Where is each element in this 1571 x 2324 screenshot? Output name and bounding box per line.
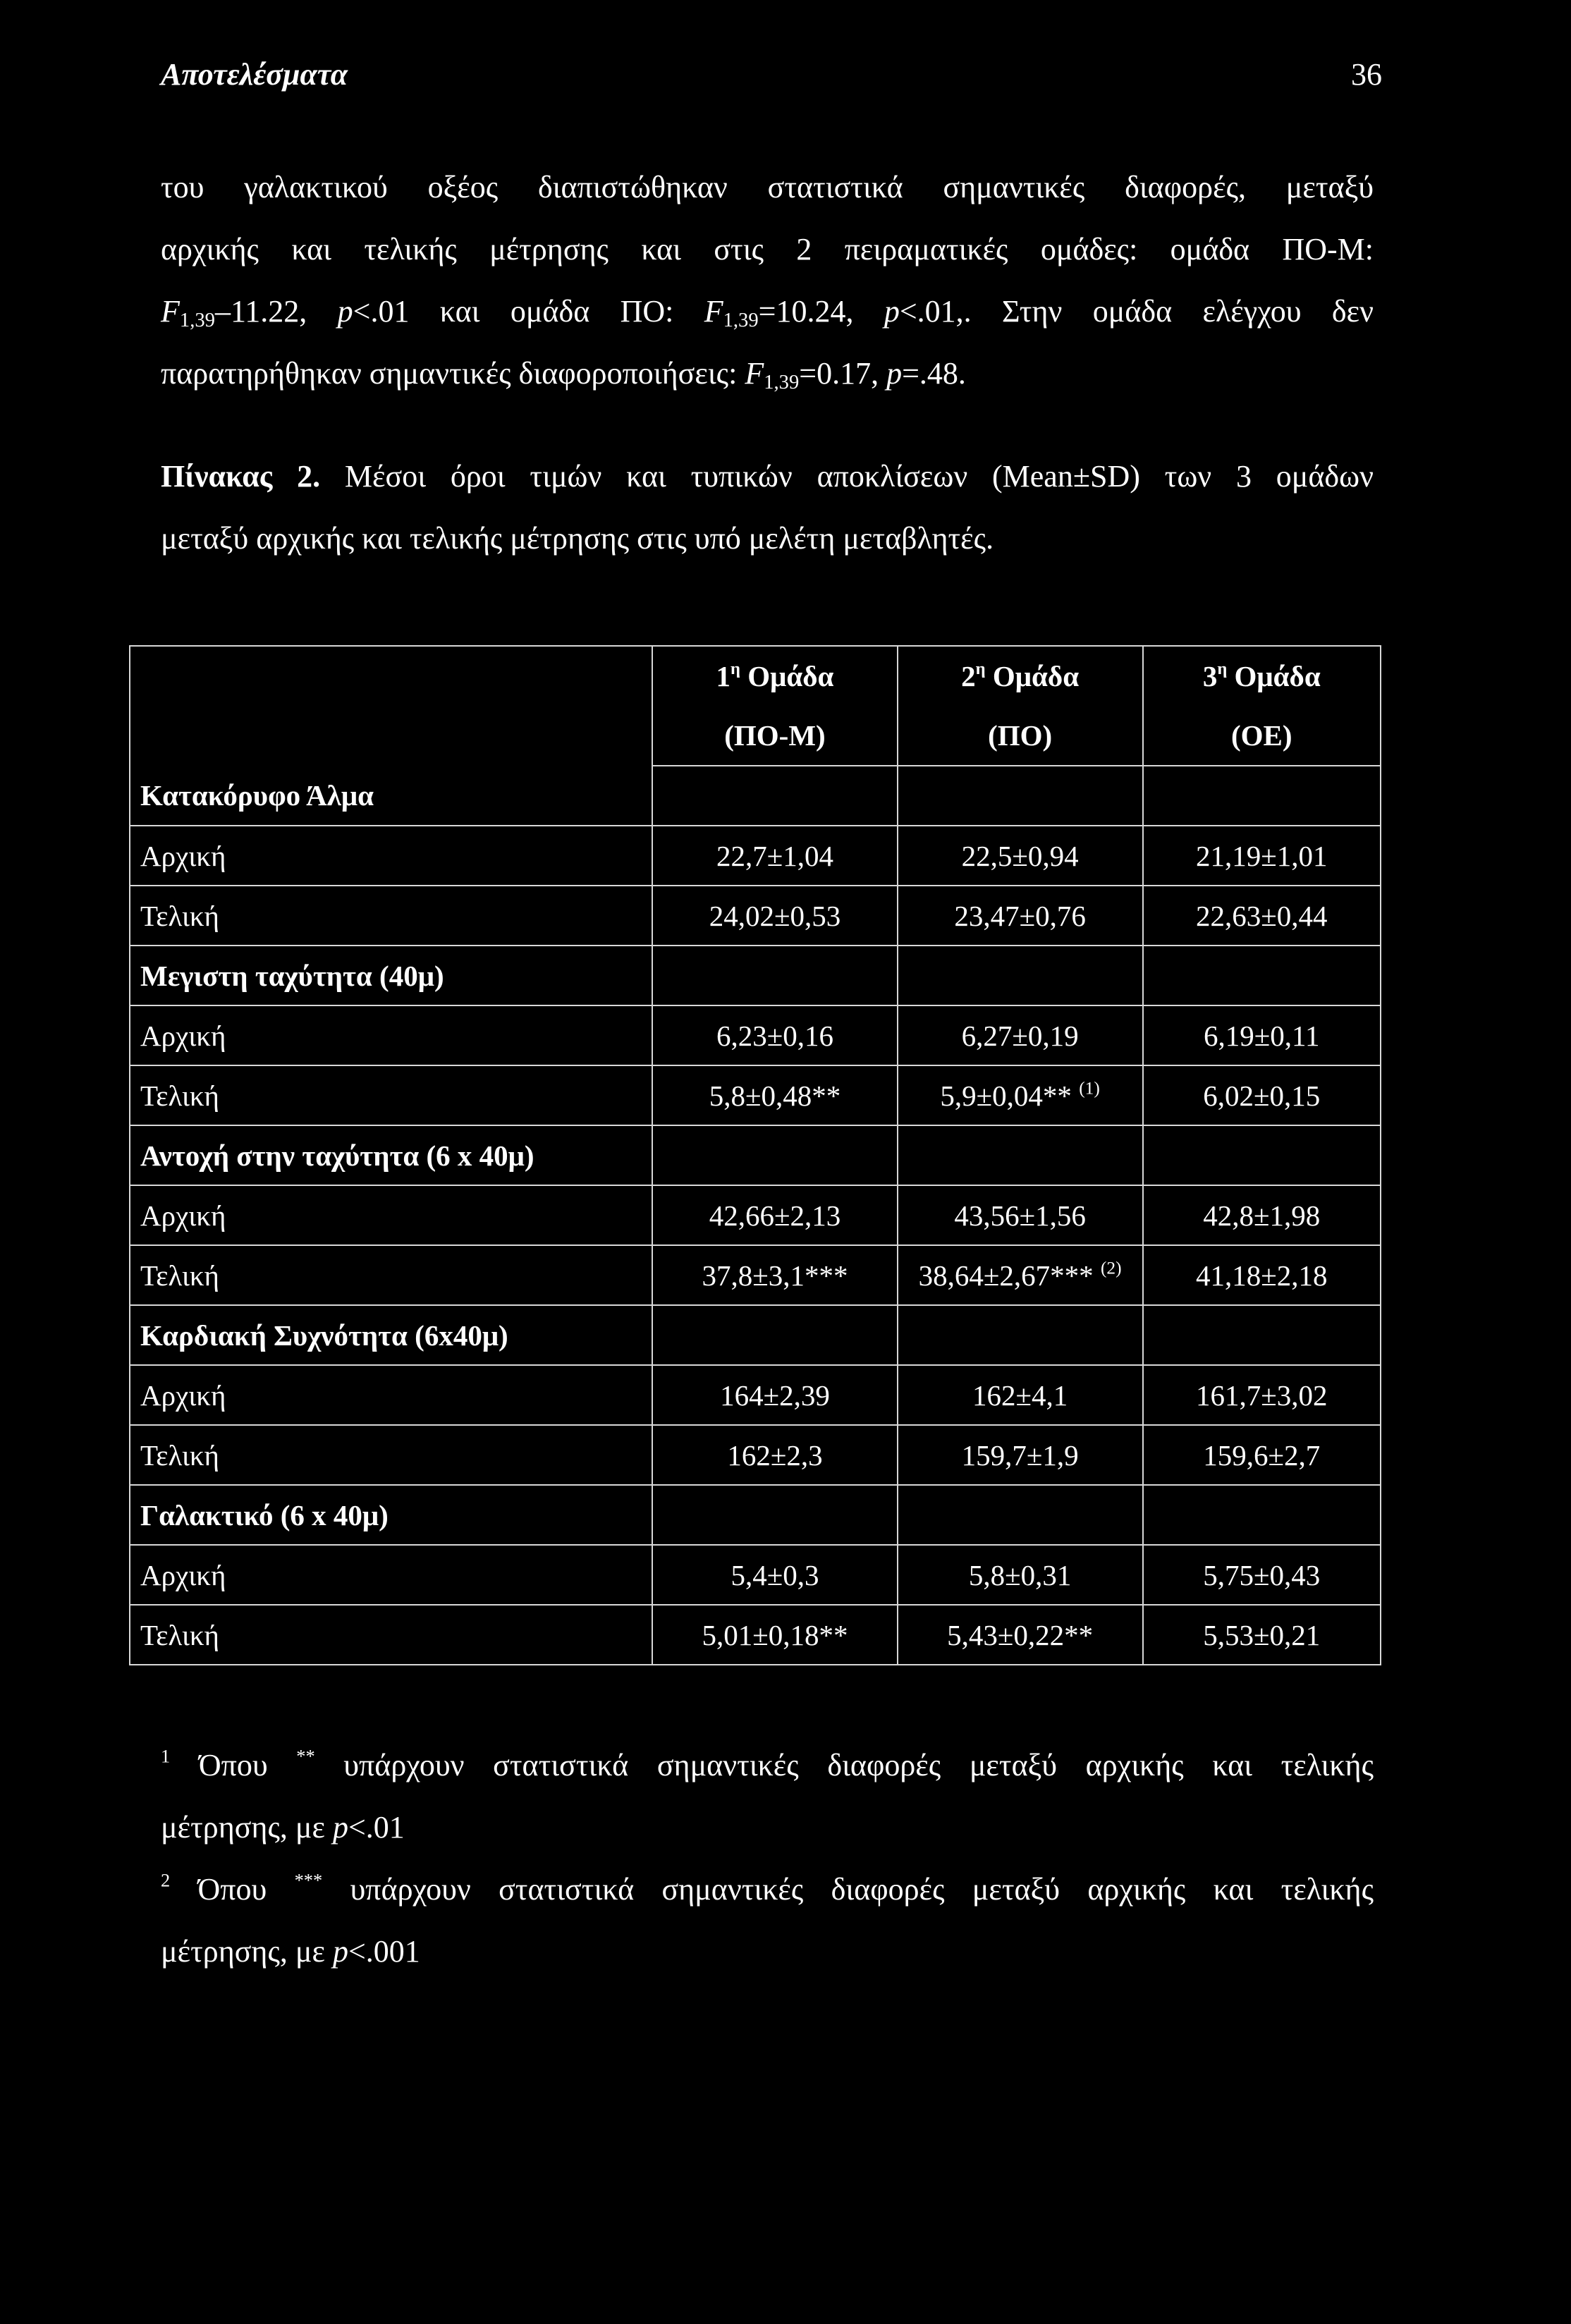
footnote-marker: 2 [161, 1869, 171, 1891]
page-header [161, 56, 1382, 106]
value-text: 6,19±0,11 [1204, 1019, 1320, 1052]
value-cell [652, 1545, 897, 1605]
value-text: 5,53±0,21 [1203, 1618, 1321, 1651]
value-cell [898, 1005, 1143, 1065]
stat-symbol: p [332, 1810, 348, 1845]
paragraph-line: του γαλακτικού οξέος διαπιστώθηκαν στατιστικά σημαντικές διαφορές, μεταξύ [161, 170, 1374, 204]
footnotes [161, 1735, 1374, 1983]
value-cell [1143, 826, 1381, 886]
footnote-line [161, 1859, 1374, 1921]
text-run: μέτρησης, με [161, 1934, 333, 1969]
variable-name: Αντοχή στην ταχύτητα (6 x 40μ) [130, 1125, 652, 1185]
variable-name: Καρδιακή Συχνότητα (6x40μ) [130, 1305, 652, 1365]
value-text: 37,8±3,1*** [702, 1259, 848, 1292]
footnote-ref: (2) [1100, 1257, 1122, 1278]
measurement-label: Τελική [130, 1605, 652, 1665]
group-ordinal: η [731, 659, 740, 678]
text-run: υπάρχουν στατιστικά σημαντικές διαφορές μεταξύ αρχικής και τελικής [322, 1872, 1374, 1907]
text-run: <.01,. Στην ομάδα ελέγχου δεν [899, 294, 1374, 329]
variable-name: Γαλακτικό (6 x 40μ) [130, 1485, 652, 1545]
results-table [129, 645, 1381, 1665]
stat-symbol: F [161, 294, 180, 329]
group-label: Ομάδα [740, 660, 834, 692]
footnote-ref: (1) [1079, 1077, 1100, 1098]
group-label: Ομάδα [985, 660, 1080, 692]
value-text: 6,02±0,15 [1203, 1079, 1321, 1112]
table-header-row [130, 646, 1381, 706]
value-text: 5,01±0,18** [702, 1618, 848, 1651]
value-text: 159,7±1,9 [961, 1438, 1079, 1472]
text-run: –11.22, [214, 294, 338, 329]
text-run: <.001 [348, 1934, 420, 1969]
value-cell [1143, 1065, 1381, 1125]
text-run: =.48. [902, 356, 966, 391]
significance-stars: ** [296, 1745, 315, 1767]
header-corner-cell [130, 646, 652, 706]
measurement-label: Τελική [130, 1245, 652, 1305]
group-number: 1 [716, 660, 731, 692]
value-text: 43,56±1,56 [954, 1199, 1086, 1232]
value-cell [652, 1245, 897, 1305]
group-code-cell: (ΠΟ) [898, 706, 1143, 766]
value-text: 162±4,1 [972, 1378, 1068, 1412]
section-title: Αποτελέσματα [161, 57, 348, 92]
stat-df: 1,39 [723, 310, 759, 332]
table-row [130, 1005, 1381, 1065]
variable-row [130, 766, 1381, 826]
value-text: 5,8±0,31 [968, 1558, 1072, 1591]
header-corner-cell [130, 706, 652, 766]
variable-name: Μεγιστη ταχύτητα (40μ) [130, 946, 652, 1005]
value-cell [652, 1365, 897, 1425]
value-text: 42,66±2,13 [709, 1199, 841, 1232]
stat-df: 1,39 [179, 310, 215, 332]
body-paragraph [161, 157, 1374, 405]
page-number: 36 [1351, 57, 1382, 92]
value-cell [898, 826, 1143, 886]
value-text: 5,4±0,3 [731, 1558, 819, 1591]
value-cell [652, 1185, 897, 1245]
measurement-label: Αρχική [130, 1545, 652, 1605]
stat-symbol: p [884, 294, 900, 329]
measurement-label: Αρχική [130, 1185, 652, 1245]
stat-symbol: F [704, 294, 723, 329]
value-text: 164±2,39 [720, 1378, 830, 1412]
value-text: 5,8±0,48** [709, 1079, 841, 1112]
table-row [130, 1245, 1381, 1305]
footnote-line [161, 1921, 1374, 1983]
value-text: 22,63±0,44 [1196, 899, 1328, 932]
empty-cell [898, 1305, 1143, 1365]
results-table-body [130, 646, 1381, 1665]
value-cell [1143, 1425, 1381, 1485]
empty-cell [1143, 946, 1381, 1005]
group-code-cell: (ΠΟ-Μ) [652, 706, 897, 766]
value-text: 159,6±2,7 [1203, 1438, 1321, 1472]
empty-cell [652, 1125, 897, 1185]
group-ordinal: η [1217, 659, 1228, 678]
value-text: 42,8±1,98 [1203, 1199, 1321, 1232]
value-cell [898, 1185, 1143, 1245]
empty-cell [652, 766, 897, 826]
variable-name: Κατακόρυφο Άλμα [130, 766, 652, 826]
empty-cell [652, 1485, 897, 1545]
table-row [130, 1545, 1381, 1605]
significance-stars: *** [294, 1869, 323, 1891]
stat-symbol: F [745, 356, 764, 391]
variable-row [130, 1305, 1381, 1365]
text-run: υπάρχουν στατιστικά σημαντικές διαφορές μεταξύ αρχικής και τελικής [314, 1748, 1374, 1782]
value-text: 22,5±0,94 [961, 839, 1079, 872]
value-cell [1143, 1005, 1381, 1065]
empty-cell [1143, 1485, 1381, 1545]
empty-cell [652, 1305, 897, 1365]
value-text: 22,7±1,04 [716, 839, 833, 872]
value-text: 23,47±0,76 [954, 899, 1086, 932]
text-run: μέτρησης, με [161, 1810, 333, 1845]
group-number: 3 [1202, 660, 1218, 692]
value-text: 5,43±0,22** [947, 1618, 1094, 1651]
measurement-label: Αρχική [130, 1365, 652, 1425]
table-row [130, 1605, 1381, 1665]
text-run: =0.17, [799, 356, 887, 391]
table-row [130, 886, 1381, 946]
value-text: 6,23±0,16 [716, 1019, 833, 1052]
variable-row [130, 1485, 1381, 1545]
value-cell [898, 1425, 1143, 1485]
footnote-line [161, 1735, 1374, 1797]
caption-line [161, 446, 1374, 508]
caption-line: μεταξύ αρχικής και τελικής μέτρησης στις υπό μελέτη μεταβλητές. [161, 521, 994, 556]
value-cell [898, 1605, 1143, 1665]
measurement-label: Αρχική [130, 826, 652, 886]
value-text: 162±2,3 [727, 1438, 823, 1472]
caption-label: Πίνακας 2. [161, 459, 321, 494]
text-run: Όπου [170, 1872, 295, 1907]
text-run: <.01 και ομάδα ΠΟ: [353, 294, 704, 329]
table-row [130, 826, 1381, 886]
empty-cell [1143, 1305, 1381, 1365]
value-text: 24,02±0,53 [709, 899, 841, 932]
value-cell [1143, 1605, 1381, 1665]
group-header-cell [898, 646, 1143, 706]
text-run: =10.24, [758, 294, 884, 329]
value-cell [898, 1245, 1143, 1305]
value-cell [1143, 1185, 1381, 1245]
table-row [130, 1425, 1381, 1485]
value-cell [652, 1605, 897, 1665]
group-number: 2 [961, 660, 976, 692]
group-header-cell [652, 646, 897, 706]
measurement-label: Τελική [130, 886, 652, 946]
value-text: 6,27±0,19 [961, 1019, 1079, 1052]
value-text: 5,9±0,04** [940, 1079, 1072, 1112]
text-run: <.01 [348, 1810, 405, 1845]
empty-cell [898, 1485, 1143, 1545]
value-cell [652, 1425, 897, 1485]
value-cell [652, 1005, 897, 1065]
measurement-label: Τελική [130, 1065, 652, 1125]
value-text: 161,7±3,02 [1196, 1378, 1328, 1412]
paragraph-line [161, 343, 1374, 405]
value-text: 21,19±1,01 [1196, 839, 1328, 872]
caption-text: Μέσοι όροι τιμών και τυπικών αποκλίσεων (Mean±SD) των 3 ομάδων [320, 459, 1374, 494]
footnote-line [161, 1797, 1374, 1859]
group-ordinal: η [975, 659, 986, 678]
table-row [130, 1185, 1381, 1245]
value-cell [1143, 1245, 1381, 1305]
empty-cell [898, 946, 1143, 1005]
stat-symbol: p [886, 356, 903, 391]
stat-symbol: p [337, 294, 353, 329]
text-run: Όπου [170, 1748, 297, 1782]
value-text: 5,75±0,43 [1203, 1558, 1321, 1591]
variable-row [130, 946, 1381, 1005]
stat-symbol: p [332, 1934, 348, 1969]
value-cell [1143, 1545, 1381, 1605]
table-header-row [130, 706, 1381, 766]
footnote-marker: 1 [161, 1745, 171, 1767]
value-cell [652, 826, 897, 886]
value-cell [652, 1065, 897, 1125]
variable-row [130, 1125, 1381, 1185]
value-cell [898, 886, 1143, 946]
stat-df: 1,39 [764, 372, 800, 394]
value-cell [898, 1065, 1143, 1125]
measurement-label: Τελική [130, 1425, 652, 1485]
value-cell [1143, 886, 1381, 946]
value-cell [898, 1545, 1143, 1605]
table-row [130, 1065, 1381, 1125]
measurement-label: Αρχική [130, 1005, 652, 1065]
empty-cell [1143, 1125, 1381, 1185]
group-code-cell: (ΟΕ) [1143, 706, 1381, 766]
paragraph-line [161, 281, 1374, 343]
empty-cell [652, 946, 897, 1005]
empty-cell [1143, 766, 1381, 826]
group-header-cell [1143, 646, 1381, 706]
table-row [130, 1365, 1381, 1425]
value-cell [1143, 1365, 1381, 1425]
group-label: Ομάδα [1227, 660, 1321, 692]
empty-cell [898, 1125, 1143, 1185]
value-cell [652, 886, 897, 946]
text-run: παρατηρήθηκαν σημαντικές διαφοροποιήσεις: [161, 356, 745, 391]
empty-cell [898, 766, 1143, 826]
value-cell [898, 1365, 1143, 1425]
table-caption [161, 446, 1374, 570]
paragraph-line: αρχικής και τελικής μέτρησης και στις 2 πειραματικές ομάδες: ομάδα ΠΟ-Μ: [161, 232, 1374, 267]
value-text: 41,18±2,18 [1196, 1259, 1328, 1292]
value-text: 38,64±2,67*** [918, 1259, 1094, 1292]
